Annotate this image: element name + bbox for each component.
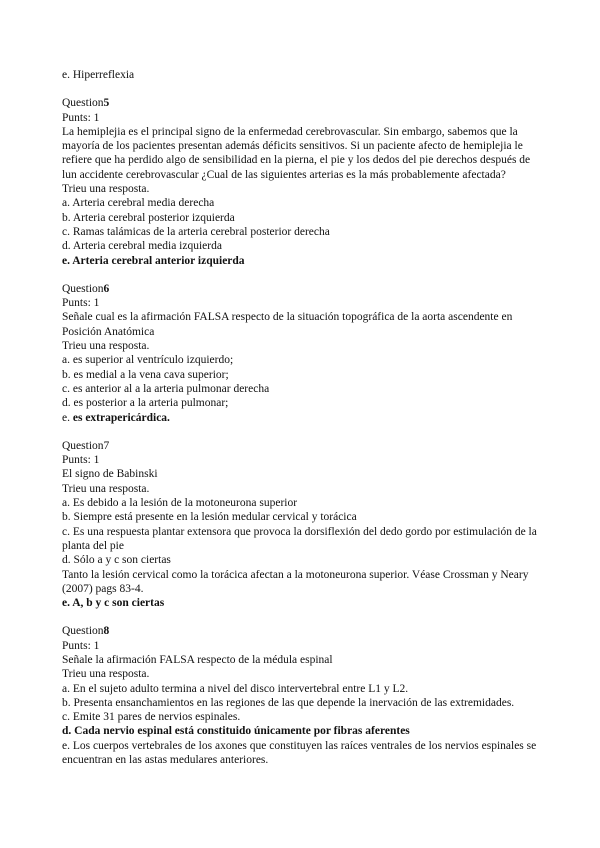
option-c[interactable]: c. Emite 31 pares de nervios espinales.	[62, 711, 241, 724]
question-points: Punts: 1	[62, 639, 100, 652]
option-c[interactable]: c. Es una respuesta plantar extensora que provoca la dorsiflexión del dedo gordo por estimulación de la planta del pie	[62, 525, 537, 552]
answer-text: es extrapericárdica.	[72, 411, 170, 424]
option-b[interactable]: b. Arteria cerebral posterior izquierda	[62, 211, 235, 224]
question-7	[62, 439, 542, 611]
option-d[interactable]: d. Arteria cerebral media izquierda	[62, 240, 222, 253]
quiz-document	[62, 68, 542, 767]
question-label: Question	[62, 439, 104, 452]
option-a[interactable]: a. Es debido a la lesión de la motoneurona superior	[62, 497, 298, 510]
question-points: Punts: 1	[62, 454, 100, 467]
option-a[interactable]: a. Arteria cerebral media derecha	[62, 197, 215, 210]
option-c[interactable]: c. Ramas talámicas de la arteria cerebral posterior derecha	[62, 225, 330, 238]
option-e[interactable]: e. Los cuerpos vertebrales de los axones que constituyen las raíces ventrales de los nervios espinales se encuentran en las astas medulares anteriores.	[62, 739, 537, 767]
question-5	[62, 96, 542, 268]
question-stem: El signo de Babinski	[62, 468, 158, 481]
option-a[interactable]: a. En el sujeto adulto termina a nivel del disco intervertebral entre L1 y L2.	[62, 682, 409, 695]
option-b[interactable]: b. es medial a la vena cava superior;	[62, 368, 229, 381]
question-title	[62, 624, 542, 638]
question-6	[62, 282, 542, 425]
question-instruction: Trieu una resposta.	[62, 183, 150, 196]
question-stem: Señale la afirmación FALSA respecto de la médula espinal	[62, 653, 333, 666]
option-b[interactable]: b. Siempre está presente en la lesión medular cervical y torácica	[62, 511, 357, 524]
question-title	[62, 439, 542, 453]
option-d[interactable]: d. Sólo a y c son ciertas	[62, 554, 171, 567]
question-points: Punts: 1	[62, 111, 100, 124]
option-d[interactable]: d. es posterior a la arteria pulmonar;	[62, 397, 229, 410]
question-instruction: Trieu una resposta.	[62, 340, 150, 353]
previous-option-e: e. Hiperreflexia	[62, 69, 135, 81]
option-a[interactable]: a. es superior al ventrículo izquierdo;	[62, 354, 234, 367]
correct-answer[interactable]: e. Arteria cerebral anterior izquierda	[62, 254, 245, 267]
question-8	[62, 624, 542, 767]
question-instruction: Trieu una resposta.	[62, 668, 150, 681]
answer-prefix: e.	[62, 411, 70, 424]
question-label: Question	[62, 97, 104, 110]
correct-answer[interactable]: d. Cada nervio espinal está constituido únicamente por fibras aferentes	[62, 725, 410, 738]
question-number: 6	[103, 282, 110, 295]
question-title	[62, 282, 542, 296]
question-stem: Señale cual es la afirmación FALSA respecto de la situación topográfica de la aorta ascendente en Posición Anatómica	[62, 311, 513, 338]
correct-answer[interactable]: e. A, b y c son ciertas	[62, 597, 165, 610]
question-points: Punts: 1	[62, 297, 100, 310]
question-number: 7	[103, 439, 110, 452]
option-c[interactable]: c. es anterior al a la arteria pulmonar derecha	[62, 382, 270, 395]
correct-answer[interactable]	[62, 411, 542, 425]
question-label: Question	[62, 282, 104, 295]
feedback-note: Tanto la lesión cervical como la torácica afectan a la motoneurona superior. Véase Crossman y Neary (2007) pags 83-4.	[62, 568, 529, 595]
question-label: Question	[62, 625, 104, 638]
question-number: 8	[103, 625, 110, 638]
question-instruction: Trieu una resposta.	[62, 482, 150, 495]
question-number: 5	[103, 97, 110, 110]
question-stem: La hemiplejia es el principal signo de la enfermedad cerebrovascular. Sin embargo, sabemos que la mayoría de los pacientes presentan además déficits sensitivos. Si un paciente afecto de hemiplejia le refiere que ha perdido algo de sensibilidad en la pierna, el pie y los dedos del pie derechos después de lun accidente cerebrovascular ¿Cual de las siguientes arterias es la más probablemente afectada?	[62, 125, 531, 181]
question-title	[62, 96, 542, 110]
option-b[interactable]: b. Presenta ensanchamientos en las regiones de las que depende la inervación de las extremidades.	[62, 696, 515, 709]
